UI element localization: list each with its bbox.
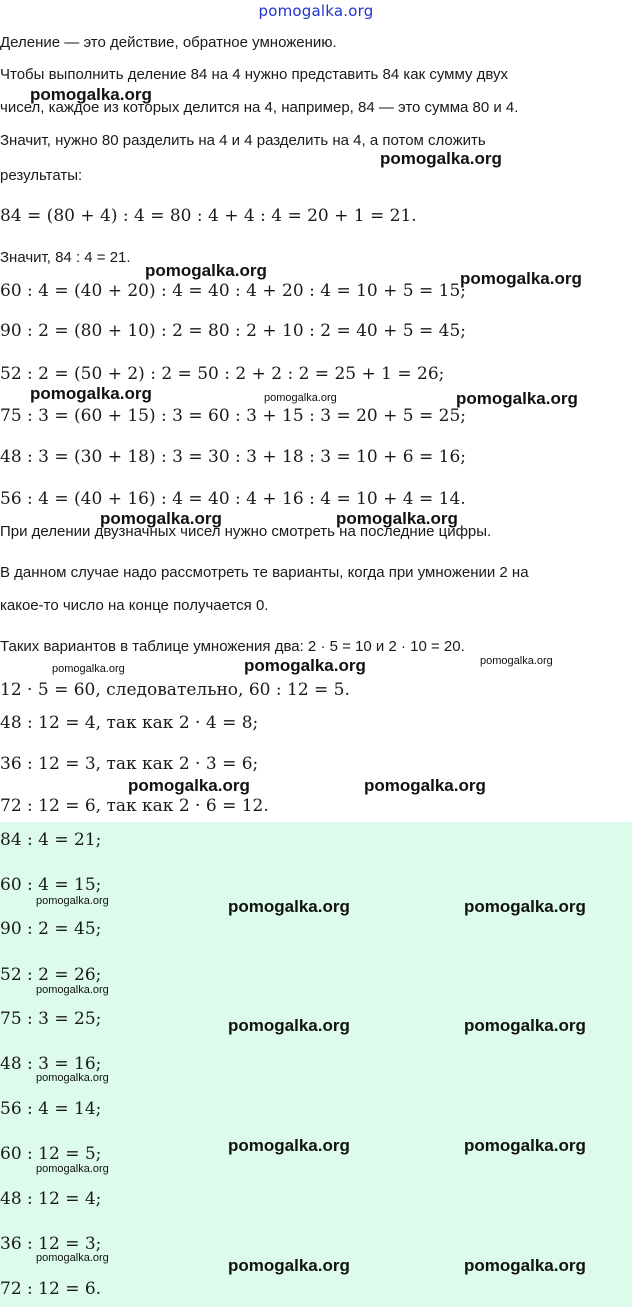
- answer-line: 72 : 12 = 6.: [0, 1279, 102, 1299]
- watermark: pomogalka.org: [480, 655, 553, 667]
- watermark: pomogalka.org: [336, 509, 458, 528]
- example-equation: 84 = (80 + 4) : 4 = 80 : 4 + 4 : 4 = 20 + 1 = 21.: [0, 206, 417, 226]
- watermark: pomogalka.org: [228, 1256, 350, 1275]
- answer-line: 90 : 2 = 45;: [0, 919, 102, 939]
- twelve-case: 72 : 12 = 6, так как 2 · 6 = 12.: [0, 796, 269, 816]
- twelve-case: 48 : 12 = 4, так как 2 · 4 = 8;: [0, 713, 259, 733]
- watermark: pomogalka.org: [380, 149, 502, 168]
- intro-line-3: чисел, каждое из которых делится на 4, например, 84 — это сумма 80 и 4.: [0, 99, 519, 116]
- watermark: pomogalka.org: [228, 1016, 350, 1035]
- watermark: pomogalka.org: [145, 261, 267, 280]
- watermark: pomogalka.org: [464, 1256, 586, 1275]
- watermark: pomogalka.org: [36, 1163, 109, 1175]
- site-logo[interactable]: pomogalka.org: [258, 2, 374, 20]
- rule-line-2: В данном случае надо рассмотреть те варианты, когда при умножении 2 на: [0, 564, 529, 581]
- watermark: pomogalka.org: [364, 776, 486, 795]
- rule-line-4: Таких вариантов в таблице умножения два: 2 · 5 = 10 и 2 · 10 = 20.: [0, 638, 465, 655]
- watermark: pomogalka.org: [128, 776, 250, 795]
- answer-line: 48 : 12 = 4;: [0, 1189, 102, 1209]
- solution-line: 56 : 4 = (40 + 16) : 4 = 40 : 4 + 16 : 4 = 10 + 4 = 14.: [0, 489, 466, 509]
- watermark: pomogalka.org: [464, 897, 586, 916]
- answer-line: 36 : 12 = 3;: [0, 1234, 102, 1254]
- watermark: pomogalka.org: [228, 897, 350, 916]
- watermark: pomogalka.org: [30, 384, 152, 403]
- intro-line-1: Деление — это действие, обратное умножению.: [0, 34, 337, 51]
- rule-line-1: При делении двузначных чисел нужно смотреть на последние цифры.: [0, 523, 492, 540]
- answer-line: 84 : 4 = 21;: [0, 830, 102, 850]
- intro-line-4: Значит, нужно 80 разделить на 4 и 4 разделить на 4, а потом сложить: [0, 132, 486, 149]
- intro-line-2: Чтобы выполнить деление 84 на 4 нужно представить 84 как сумму двух: [0, 66, 509, 83]
- watermark: pomogalka.org: [456, 389, 578, 408]
- watermark: pomogalka.org: [36, 1252, 109, 1264]
- watermark: pomogalka.org: [36, 984, 109, 996]
- answer-line: 52 : 2 = 26;: [0, 965, 102, 985]
- intro-line-5: результаты:: [0, 167, 83, 184]
- solution-line: 60 : 4 = (40 + 20) : 4 = 40 : 4 + 20 : 4 = 10 + 5 = 15;: [0, 281, 466, 301]
- solution-line: 90 : 2 = (80 + 10) : 2 = 80 : 2 + 10 : 2 = 40 + 5 = 45;: [0, 321, 466, 341]
- solution-line: 48 : 3 = (30 + 18) : 3 = 30 : 3 + 18 : 3 = 10 + 6 = 16;: [0, 447, 466, 467]
- watermark: pomogalka.org: [464, 1136, 586, 1155]
- watermark: pomogalka.org: [36, 895, 109, 907]
- twelve-case: 36 : 12 = 3, так как 2 · 3 = 6;: [0, 754, 259, 774]
- watermark: pomogalka.org: [36, 1072, 109, 1084]
- twelve-case: 12 · 5 = 60, следовательно, 60 : 12 = 5.: [0, 680, 350, 700]
- answer-line: 60 : 12 = 5;: [0, 1144, 102, 1164]
- example-conclusion: Значит, 84 : 4 = 21.: [0, 249, 131, 266]
- answer-line: 60 : 4 = 15;: [0, 875, 102, 895]
- watermark: pomogalka.org: [264, 392, 337, 404]
- solution-line: 52 : 2 = (50 + 2) : 2 = 50 : 2 + 2 : 2 = 25 + 1 = 26;: [0, 364, 445, 384]
- watermark: pomogalka.org: [30, 85, 152, 104]
- solution-line: 75 : 3 = (60 + 15) : 3 = 60 : 3 + 15 : 3 = 20 + 5 = 25;: [0, 406, 466, 426]
- watermark: pomogalka.org: [460, 269, 582, 288]
- answer-line: 75 : 3 = 25;: [0, 1009, 102, 1029]
- answer-line: 48 : 3 = 16;: [0, 1054, 102, 1074]
- watermark: pomogalka.org: [52, 663, 125, 675]
- answer-line: 56 : 4 = 14;: [0, 1099, 102, 1119]
- watermark: pomogalka.org: [244, 656, 366, 675]
- rule-line-3: какое-то число на конце получается 0.: [0, 597, 269, 614]
- watermark: pomogalka.org: [228, 1136, 350, 1155]
- watermark: pomogalka.org: [464, 1016, 586, 1035]
- watermark: pomogalka.org: [100, 509, 222, 528]
